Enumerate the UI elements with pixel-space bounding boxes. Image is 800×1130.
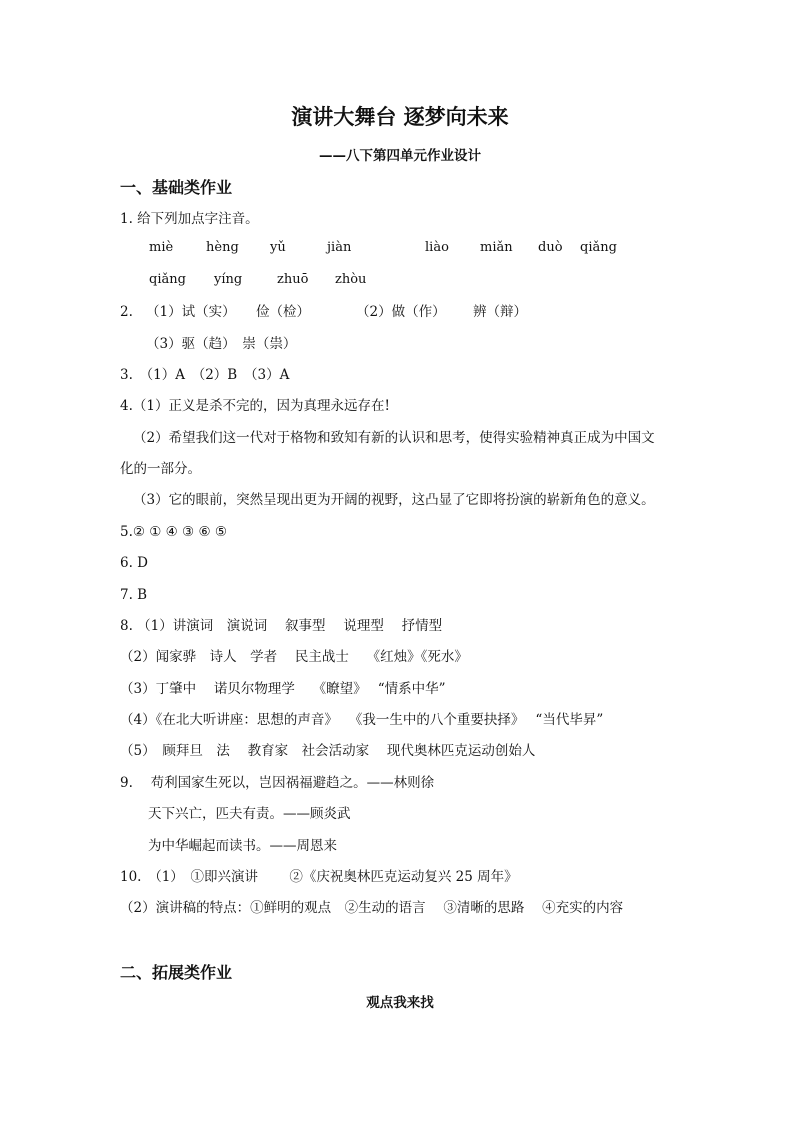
q8-line-4: （4）《在北大听讲座：思想的声音》 《我一生中的八个重要抉择》 “当代毕昇” [120, 712, 604, 728]
q5-answer: 5.② ① ④ ③ ⑥ ⑤ [120, 524, 227, 540]
pinyin-item: duò [538, 240, 563, 255]
q8-line-3: （3）丁肇中 诺贝尔物理学 《瞭望》 “情系中华” [120, 681, 446, 697]
q9-line-3: 为中华崛起而读书。——周恩来 [148, 838, 337, 854]
q4-line-3: 化的一部分。 [120, 461, 201, 477]
pinyin-item: hèng [206, 240, 239, 255]
pinyin-item: yǔ [270, 240, 286, 255]
q10-line-2: （2）演讲稿的特点：①鲜明的观点 ②生动的语言 ③清晰的思路 ④充实的内容 [120, 900, 624, 916]
document-subtitle: ——八下第四单元作业设计 [319, 148, 481, 164]
q2-part-3: （2）做（作） [356, 304, 446, 320]
pinyin-item: zhòu [335, 272, 367, 287]
q3-answer: 3. （1）A （2）B （3）A [120, 367, 290, 383]
q2-part-1: （1）试（实） [146, 304, 236, 320]
pinyin-item: miè [149, 240, 174, 255]
subsection-title: 观点我来找 [366, 995, 434, 1011]
q2-line-2: （3）驱（趋） 崇（祟） [146, 336, 297, 352]
q9-line-2: 天下兴亡，匹夫有责。——顾炎武 [148, 806, 351, 822]
pinyin-item: liào [425, 240, 449, 255]
section-heading-basic: 一、基础类作业 [120, 178, 233, 197]
pinyin-item: qiǎng [580, 240, 617, 255]
pinyin-item: qiǎng [149, 272, 186, 287]
pinyin-item: miǎn [480, 240, 513, 255]
q4-line-1: 4.（1）正义是杀不完的，因为真理永远存在! [120, 398, 390, 414]
q2-number: 2. [120, 304, 133, 320]
q4-line-2: （2）希望我们这一代对于格物和致知有新的认识和思考，使得实验精神真正成为中国文 [133, 430, 655, 446]
document-title: 演讲大舞台 逐梦向未来 [291, 105, 509, 129]
q7-answer: 7. B [120, 587, 148, 603]
pinyin-item: zhuō [277, 272, 309, 287]
pinyin-item: jiàn [327, 240, 352, 255]
pinyin-item: yíng [214, 272, 243, 287]
q10-line-1: 10. （1） ①即兴演讲 ②《庆祝奥林匹克运动复兴 25 周年》 [120, 869, 518, 885]
q8-line-2: （2）闻家骅 诗人 学者 民主战士 《红烛》《死水》 [120, 649, 468, 665]
section-heading-extension: 二、拓展类作业 [120, 963, 233, 982]
q8-line-1: 8. （1）讲演词 演说词 叙事型 说理型 抒情型 [120, 618, 443, 634]
q1-prompt: 1. 给下列加点字注音。 [120, 211, 259, 227]
q8-line-5: （5） 顾拜旦 法 教育家 社会活动家 现代奥林匹克运动创始人 [120, 743, 536, 759]
q6-answer: 6. D [120, 555, 148, 571]
q4-line-4: （3）它的眼前，突然呈现出更为开阔的视野，这凸显了它即将扮演的崭新角色的意义。 [133, 492, 655, 508]
q2-part-2: 俭（检） [256, 304, 310, 320]
q2-part-4: 辨（辩） [473, 304, 527, 320]
q9-line-1: 9. 苟利国家生死以，岂因祸福避趋之。——林则徐 [120, 775, 435, 791]
